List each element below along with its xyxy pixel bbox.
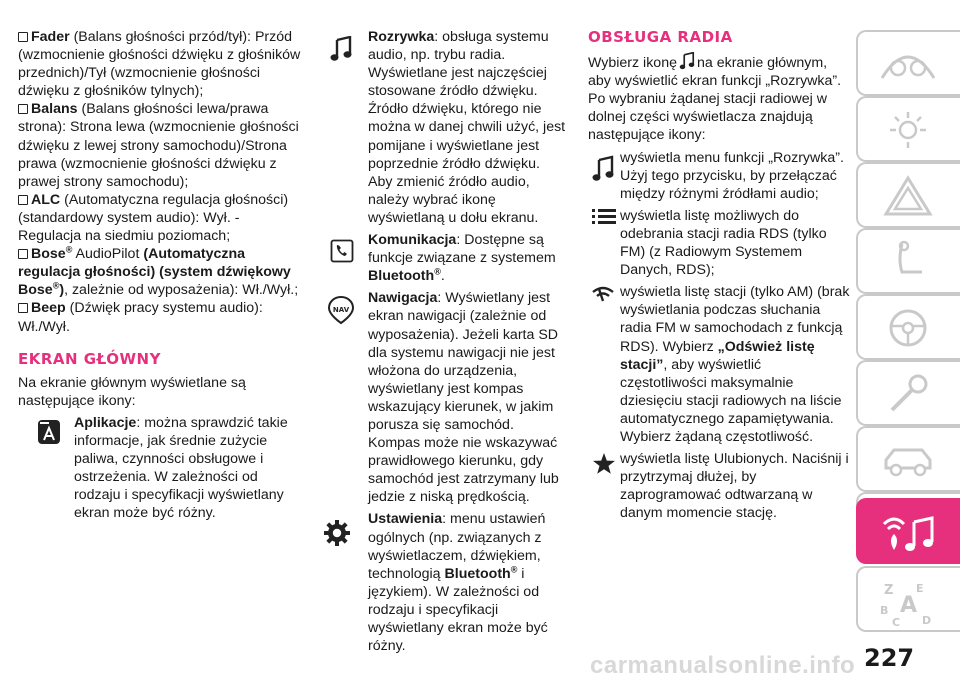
registered-mark: ®	[510, 563, 518, 574]
bose-bold-text: (Automatyczna regulacja głośności) (system dźwiękowy Bose	[18, 246, 291, 299]
hazard-warning-icon	[878, 174, 938, 218]
watermark: carmanualsonline.info	[590, 652, 856, 679]
sidebar-tab-warnings[interactable]	[856, 360, 960, 426]
multimedia-icon	[878, 510, 942, 558]
nawigacja-text: : Wyświetlany jest ekran nawigacji (zależnie od wyposażenia). Jeżeli karta SD dla systemu nawigacji nie jest włożona do urządzenia, wyświetlany jest kompas wskazujący kierunek, w jakim porusza się samochód. Kompas może nie wskazywać prawidłowego kierunku, gdy samochód jest zatrzymany lub jedzie z niską prędkością.	[368, 290, 559, 506]
star-icon	[592, 452, 616, 476]
sidebar-tab-emergency[interactable]	[856, 426, 960, 492]
list-icon	[592, 207, 616, 225]
ustawienia-label: Ustawienia	[368, 511, 443, 528]
bluetooth-text: Bluetooth	[368, 268, 435, 285]
radio-item-am-list-text: wyświetla listę stacji (tylko AM) (brak wyświetlania podczas słuchania radia FM w samochodach z funkcją RDS). Wybierz	[620, 284, 850, 355]
radio-item-rds-list-text: wyświetla listę możliwych do odebrania stacji radia RDS (tylko FM) (z Radiowym Systemem Danych, RDS);	[620, 207, 827, 279]
nav-icon-text: NAV	[332, 306, 350, 315]
index-abc-icon	[878, 578, 938, 628]
radio-intro-text: Wybierz ikonę	[588, 55, 677, 72]
music-note-icon	[592, 155, 614, 183]
checkbox-icon	[18, 104, 28, 114]
rozrywka-entry	[324, 28, 566, 227]
svg-text:Z: Z	[884, 583, 894, 598]
balans-label: Balans	[31, 101, 78, 118]
alc-label: ALC	[31, 191, 61, 208]
music-note-icon	[330, 36, 352, 62]
radio-item-am-list	[588, 283, 850, 446]
ustawienia-text: : menu ustawień ogólnych (np. związanych z wyświetlaczem, dźwiękiem, technologią	[368, 511, 546, 582]
svg-text:C: C	[892, 616, 901, 628]
balans-item	[18, 100, 302, 190]
radio-item-entertainment-text: wyświetla menu funkcji „Rozrywka”. Użyj tego przycisku, by przełączać między różnymi źródłami audio;	[620, 149, 844, 202]
navigation-icon	[326, 295, 356, 325]
registered-mark: ®	[65, 244, 73, 255]
radio-item-am-list-text-end: , aby wyświetlić częstotliwości maksymalnie dziesięciu stacji radiowych na liście automatycznego zapamiętywania. Wybierz żądaną częstotliwość.	[620, 356, 842, 445]
music-note-icon	[679, 52, 695, 70]
sidebar-tab-dashboard[interactable]	[856, 30, 960, 96]
apps-text: : można sprawdzić takie informacje, jak średnie zużycie paliwa, czynności obsługowe i ostrzeżenia. W zależności od rodzaju i specyfikacji wyświetlany ekran może być różny.	[74, 414, 288, 522]
beep-item	[18, 299, 302, 335]
bose-text-end: , zależnie od wyposażenia): Wł./Wył.;	[64, 282, 299, 299]
phone-icon	[330, 239, 354, 263]
ustawienia-entry	[324, 510, 566, 655]
beep-label: Beep	[31, 300, 66, 317]
fader-text: (Balans głośności przód/tył): Przód (wzmocnienie głośności dźwięku z głośników przednich)/Tył (wzmocnienie głośności dźwięku z głośników tylnych);	[18, 29, 301, 100]
sidebar-tab-multimedia[interactable]	[856, 498, 960, 564]
section-heading-radio: OBSŁUGA RADIA	[588, 28, 733, 46]
chapter-sidebar	[856, 0, 960, 678]
svg-text:D: D	[922, 614, 932, 627]
car-seat-icon	[878, 240, 938, 284]
ustawienia-text-block	[368, 510, 566, 655]
sidebar-tab-seats[interactable]	[856, 228, 960, 294]
radio-item-entertainment	[588, 149, 850, 203]
apps-label: Aplikacje	[74, 414, 137, 431]
page-number: 227	[864, 644, 915, 672]
radio-intro	[588, 52, 850, 144]
registered-mark: ®	[434, 266, 441, 277]
car-dashboard-icon	[878, 42, 938, 86]
checkbox-icon	[18, 195, 28, 205]
fader-item	[18, 28, 302, 100]
bose-bold-close: )	[59, 282, 65, 299]
registered-mark: ®	[52, 280, 60, 291]
bose-item	[18, 245, 302, 299]
car-breakdown-icon	[878, 438, 938, 482]
bose-text: AudioPilot	[72, 246, 144, 263]
balans-text: (Balans głośności lewa/prawa strona): Strona lewa (wzmocnienie głośności dźwięku z lewej strony samochodu)/Strona prawa (wzmocnienie głośności dźwięku z prawej strony samochodu);	[18, 101, 299, 190]
apps-entry	[18, 414, 302, 523]
nawigacja-label: Nawigacja	[368, 290, 438, 307]
checkbox-icon	[18, 303, 28, 313]
alc-text: (Automatyczna regulacja głośności) (standardowy system audio): Wył. - Regulacja na siedmiu poziomach;	[18, 191, 289, 245]
checkbox-icon	[18, 249, 28, 259]
radio-item-favorites-text: wyświetla listę Ulubionych. Naciśnij i przytrzymaj dłużej, by zaprogramować odtwarzaną w danym momencie stację.	[620, 451, 849, 522]
apps-icon	[36, 418, 62, 446]
lights-icon	[878, 108, 938, 152]
bluetooth-text: Bluetooth	[444, 565, 511, 582]
svg-text:A: A	[900, 593, 918, 618]
rozrywka-label: Rozrywka	[368, 29, 435, 45]
checkbox-icon	[18, 32, 28, 42]
komunikacja-text: : Dostępne są funkcje związane z systemem	[368, 232, 556, 267]
svg-text:B: B	[880, 604, 889, 617]
alc-item	[18, 191, 302, 245]
column-2	[324, 28, 566, 659]
radio-item-favorites	[588, 450, 850, 522]
sidebar-tab-driving[interactable]	[856, 294, 960, 360]
column-1	[18, 28, 302, 526]
bose-label: Bose	[31, 246, 66, 263]
home-intro: Na ekranie głównym wyświetlane są następujące ikony:	[18, 374, 246, 409]
komunikacja-end: .	[440, 268, 445, 285]
komunikacja-label: Komunikacja	[368, 232, 457, 249]
wrench-icon	[878, 372, 938, 416]
beep-text: (Dźwięk pracy systemu audio): Wł./Wył.	[18, 300, 263, 335]
rozrywka-text: : obsługa systemu audio, np. trybu radia. Wyświetlane jest najczęściej stosowane źródło dźwięku. Źródło dźwięku, którego nie można w danej chwili użyć, jest pomijane i wyświetlane jest poprzednie źródło dźwięku. Aby zmienić źródło audio, należy wybrać ikonę wyświetlaną u dołu ekranu.	[368, 29, 566, 226]
column-3	[588, 28, 850, 526]
sidebar-tab-lights[interactable]	[856, 96, 960, 162]
sidebar-tab-index[interactable]	[856, 566, 960, 632]
radio-intro-text-end: na ekranie głównym, aby wyświetlić ekran funkcji „Rozrywka”. Po wybraniu żądanej stacji radiowej w dolnej części wyświetlacza znajdują następujące ikony:	[588, 55, 842, 144]
radio-signal-icon	[590, 285, 616, 303]
section-heading-home: EKRAN GŁÓWNY	[18, 349, 161, 368]
fader-label: Fader	[31, 29, 70, 45]
svg-text:E: E	[916, 582, 924, 595]
komunikacja-entry	[324, 231, 566, 285]
ustawienia-text-end: i językiem). W zależności od rodzaju i specyfikacji wyświetlany ekran może być różny.	[368, 565, 548, 655]
nawigacja-entry	[324, 289, 566, 506]
steering-wheel-icon	[878, 306, 938, 350]
radio-item-rds-list	[588, 207, 850, 279]
sidebar-tab-safety[interactable]	[856, 162, 960, 228]
refresh-station-list-label: „Odśwież listę stacji”	[620, 338, 815, 373]
gear-icon	[322, 518, 352, 548]
